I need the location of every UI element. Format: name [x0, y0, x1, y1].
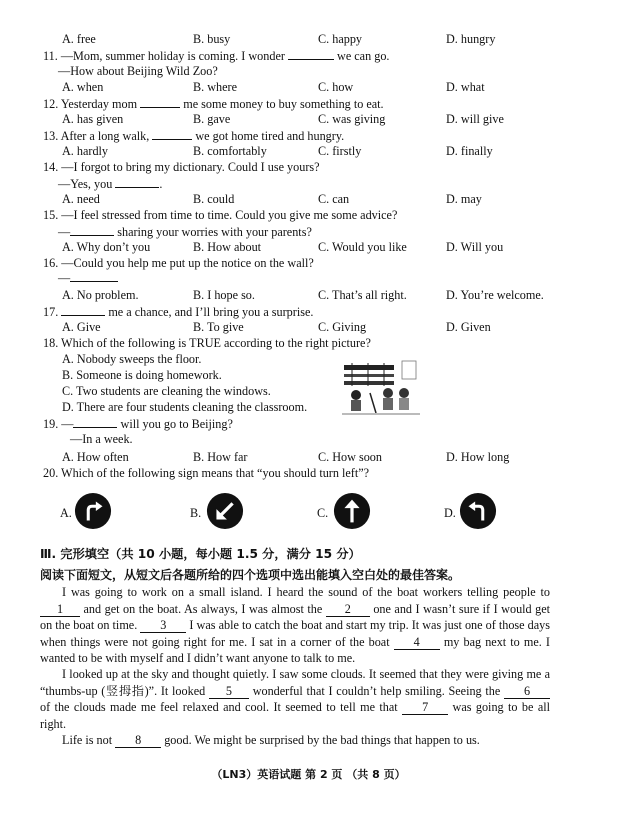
q17-option-a: A. Give	[62, 320, 101, 334]
q14-option-d: D. may	[446, 192, 482, 206]
q11-option-d: D. what	[446, 80, 485, 94]
q20-option-a: A.	[60, 506, 72, 520]
q15-option-a: A. Why don’t you	[62, 240, 151, 254]
turn-left-arrow-icon	[459, 492, 497, 530]
q13-option-c: C. firstly	[318, 144, 362, 158]
question-16-stem: 16. —Could you help me put up the notice on the wall?	[43, 256, 314, 270]
question-18-stem: 18. Which of the following is TRUE according to the right picture?	[43, 336, 371, 350]
page-footer: （LN3）英语试题 第 2 页 （共 8 页）	[211, 768, 406, 781]
q17-option-c: C. Giving	[318, 320, 367, 334]
q11-option-c: C. how	[318, 80, 354, 94]
q17-option-b: B. To give	[193, 320, 244, 334]
question-17-stem: 17. me a chance, and I’ll bring you a surprise.	[43, 305, 314, 319]
blank-2: 2	[326, 603, 370, 617]
q19-option-d: D. How long	[446, 450, 510, 464]
student-figure-icon	[399, 388, 409, 398]
question-14-stem: 14. —I forgot to bring my dictionary. Could I use yours?	[43, 160, 320, 174]
passage-paragraph-1: I was going to work on a small island. I heard the sound of the boat workers telling people to 1 and get on the boat. As always, I was almost the 2 one and I wasn’t sure if I would get on the boat on time. 3 I was able to catch the boat and start my trip. It was just one of those days when things were not going right for me. I sat in a corner of the boat 4 my bag next to me. I wanted to be with myself and I didn’t want anyone to talk to me.	[40, 585, 551, 665]
q19-option-b: B. How far	[193, 450, 248, 464]
passage-paragraph-3: Life is not 8 good. We might be surprised by the bad things that happen to us.	[62, 733, 480, 747]
turn-right-arrow-icon	[74, 492, 112, 530]
q18-option-d: D. There are four students cleaning the classroom.	[62, 400, 308, 414]
q16-option-b: B. I hope so.	[193, 288, 255, 302]
q20-option-d: D.	[444, 506, 456, 520]
q11-option-b: B. where	[193, 80, 237, 94]
q15-option-c: C. Would you like	[318, 240, 407, 254]
question-15-reply: — sharing your worries with your parents?	[58, 225, 312, 239]
q14-option-b: B. could	[193, 192, 235, 206]
q18-option-a: A. Nobody sweeps the floor.	[62, 352, 202, 366]
q13-option-a: A. hardly	[62, 144, 109, 158]
q15-option-b: B. How about	[193, 240, 262, 254]
up-arrow-icon	[333, 492, 371, 530]
question-14-reply: —Yes, you .	[58, 177, 163, 191]
q15-option-d: D. Will you	[446, 240, 504, 254]
q18-option-c: C. Two students are cleaning the windows.	[62, 384, 271, 398]
question-13-stem: 13. After a long walk, we got home tired and hungry.	[43, 129, 345, 143]
option-c: C. happy	[318, 32, 363, 46]
blank-7: 7	[402, 701, 448, 715]
q14-option-c: C. can	[318, 192, 350, 206]
q12-option-d: D. will give	[446, 112, 504, 126]
option-a: A. free	[62, 32, 96, 46]
student-figure-icon	[383, 388, 393, 398]
blank-5: 5	[209, 685, 249, 699]
section-title: Ⅲ. 完形填空（共 10 小题，每小题 1.5 分，满分 15 分）	[40, 547, 361, 561]
question-19-reply: —In a week.	[70, 432, 133, 446]
q14-option-a: A. need	[62, 192, 100, 206]
q12-option-c: C. was giving	[318, 112, 386, 126]
question-11-reply: —How about Beijing Wild Zoo?	[58, 64, 218, 78]
question-16-reply: —	[58, 270, 118, 286]
option-d: D. hungry	[446, 32, 496, 46]
classroom-picture	[342, 351, 420, 417]
blank-8: 8	[115, 734, 161, 748]
blank-3: 3	[140, 619, 186, 633]
student-figure-icon	[351, 390, 361, 400]
down-left-arrow-icon	[206, 492, 244, 530]
passage-paragraph-2: I looked up at the sky and thought quietly. I saw some clouds. It seemed that they were giving me a “thumbs-up (竖拇指)”. It looked 5 wonderful that I couldn’t help smiling. Seeing the 6 of the clouds made me feel relaxed and cool. It seemed to tell me that 7 was going to be all right.	[40, 667, 550, 731]
q11-option-a: A. when	[62, 80, 104, 94]
question-11-stem: 11. —Mom, summer holiday is coming. I wonder we can go.	[43, 49, 390, 63]
q20-option-c: C.	[317, 506, 329, 520]
blank-4: 4	[394, 636, 440, 650]
q13-option-b: B. comfortably	[193, 144, 267, 158]
q16-option-c: C. That’s all right.	[318, 288, 407, 302]
q12-option-a: A. has given	[62, 112, 124, 126]
question-20-stem: 20. Which of the following sign means that “you should turn left”?	[43, 466, 370, 480]
q12-option-b: B. gave	[193, 112, 231, 126]
q16-option-d: D. You’re welcome.	[446, 288, 544, 302]
q19-option-a: A. How often	[62, 450, 129, 464]
section-instruction: 阅读下面短文，从短文后各题所给的四个选项中选出能填入空白处的最佳答案。	[40, 568, 461, 582]
q18-option-b: B. Someone is doing homework.	[62, 368, 222, 382]
q13-option-d: D. finally	[446, 144, 493, 158]
q16-option-a: A. No problem.	[62, 288, 139, 302]
q17-option-d: D. Given	[446, 320, 491, 334]
blank-1: 1	[40, 603, 80, 617]
question-15-stem: 15. —I feel stressed from time to time. Could you give me some advice?	[43, 208, 398, 222]
q20-option-b: B.	[190, 506, 202, 520]
question-19-stem: 19. — will you go to Beijing?	[43, 417, 233, 431]
blank-6: 6	[504, 685, 550, 699]
option-b: B. busy	[193, 32, 231, 46]
q19-option-c: C. How soon	[318, 450, 382, 464]
question-12-stem: 12. Yesterday mom me some money to buy something to eat.	[43, 97, 384, 111]
